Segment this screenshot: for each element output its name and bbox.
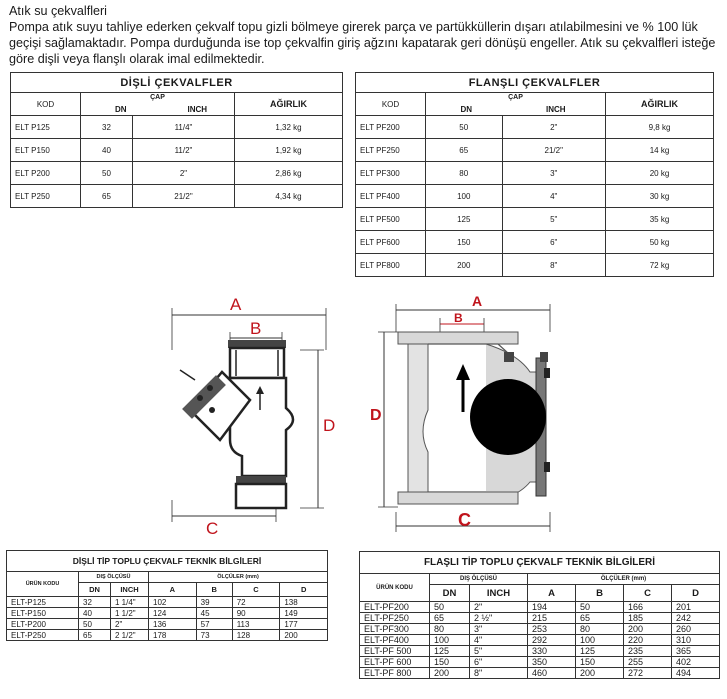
table-cell: ELT-PF 500 — [360, 646, 430, 657]
table-row — [360, 613, 720, 624]
table-cell: 80 — [430, 624, 470, 635]
table-cell: 14 kg — [606, 139, 714, 162]
table-row — [360, 602, 720, 613]
table-cell: 125 — [426, 208, 503, 231]
table-cell: 2" — [132, 162, 234, 185]
flansli-valve-drawing — [368, 292, 568, 542]
table-cell: 100 — [576, 635, 624, 646]
col-d: D — [672, 585, 720, 602]
table-cell: 102 — [149, 597, 197, 608]
table-title: DİŞLİ ÇEKVALFLER — [11, 73, 343, 93]
table-cell: ELT P125 — [11, 116, 81, 139]
col-agirlik: AĞIRLIK — [235, 93, 343, 116]
table-cell: ELT-PF 600 — [360, 657, 430, 668]
table-cell: ELT PF500 — [356, 208, 426, 231]
table-cell: 57 — [196, 619, 232, 630]
table-cell: 32 — [79, 597, 111, 608]
table-cell: 45 — [196, 608, 232, 619]
table-cell: ELT PF250 — [356, 139, 426, 162]
table-cell: 136 — [149, 619, 197, 630]
table-cell: 177 — [280, 619, 328, 630]
label-a: A — [472, 293, 483, 309]
table-cell: 4" — [470, 635, 528, 646]
col-urun: ÜRÜN KODU — [7, 572, 79, 597]
table-cell: 365 — [672, 646, 720, 657]
table-cell: 200 — [426, 254, 503, 277]
table-cell: 50 — [79, 619, 111, 630]
intro-title: Atık su çekvalfleri — [9, 4, 107, 18]
table-cell: 21/2" — [502, 139, 606, 162]
table-cell: 200 — [576, 668, 624, 679]
table-cell: 350 — [528, 657, 576, 668]
table-cell: 65 — [81, 185, 133, 208]
col-urun: ÜRÜN KODU — [360, 574, 430, 602]
col-b: B — [196, 583, 232, 597]
table-title: FLANŞLI ÇEKVALFLER — [356, 73, 714, 93]
table-row — [356, 231, 714, 254]
col-dis: DIŞ ÖLÇÜSÜ — [79, 572, 149, 583]
table-cell: 65 — [576, 613, 624, 624]
table-cell: 40 — [81, 139, 133, 162]
table-cell: 8" — [470, 668, 528, 679]
table-row — [356, 208, 714, 231]
label-c: C — [458, 510, 471, 530]
table-row — [11, 116, 343, 139]
table-cell: 138 — [280, 597, 328, 608]
col-dn: DN — [114, 104, 127, 114]
table-cell: ELT PF300 — [356, 162, 426, 185]
table-cell: 50 — [576, 602, 624, 613]
table-row — [7, 608, 328, 619]
table-cell: ELT-P250 — [7, 630, 79, 641]
table-row — [356, 116, 714, 139]
col-olculer: ÖLÇÜLER (mm) — [149, 572, 328, 583]
table-cell: 166 — [624, 602, 672, 613]
table-cell: 2 ½" — [470, 613, 528, 624]
table-cell: 292 — [528, 635, 576, 646]
table-cell: ELT-P125 — [7, 597, 79, 608]
table-cell: 5" — [470, 646, 528, 657]
table-cell: 65 — [430, 613, 470, 624]
table-row — [360, 668, 720, 679]
table-cell: 1,32 kg — [235, 116, 343, 139]
table-cell: ELT P150 — [11, 139, 81, 162]
table-cell: 200 — [624, 624, 672, 635]
table-cell: ELT-PF400 — [360, 635, 430, 646]
col-inch: INCH — [111, 583, 149, 597]
col-dn: DN — [460, 104, 473, 114]
table-row — [11, 162, 343, 185]
disli-cekvalf-table — [10, 72, 343, 208]
table-cell: ELT-P200 — [7, 619, 79, 630]
table-cell: ELT PF600 — [356, 231, 426, 254]
table-cell: ELT P250 — [11, 185, 81, 208]
table-cell: 3" — [470, 624, 528, 635]
table-cell: 330 — [528, 646, 576, 657]
col-cap-group — [81, 93, 235, 116]
label-d: D — [370, 407, 382, 424]
table-cell: 260 — [672, 624, 720, 635]
col-c: C — [232, 583, 280, 597]
col-dis: DIŞ ÖLÇÜSÜ — [430, 574, 528, 585]
flansli-tech-table — [359, 551, 720, 679]
table-cell: 40 — [79, 608, 111, 619]
table-cell: 1 1/4" — [111, 597, 149, 608]
table-cell: 50 — [426, 116, 503, 139]
table-row — [11, 185, 343, 208]
label-d: D — [323, 416, 336, 435]
table-cell: 220 — [624, 635, 672, 646]
table-cell: 185 — [624, 613, 672, 624]
table-cell: 2" — [470, 602, 528, 613]
table-cell: ELT PF200 — [356, 116, 426, 139]
table-cell: 255 — [624, 657, 672, 668]
col-inch: INCH — [187, 104, 208, 114]
table-cell: 150 — [426, 231, 503, 254]
table-cell: 242 — [672, 613, 720, 624]
intro-body: Pompa atık suyu tahliye ederken çekvalf topu gizli bölmeye girerek parça ve partükküllerin dışarı atılabilmesini ve % 100 lük geçişi sağlamaktadır. Pompa durduğunda ise top çekvalfin giriş ağzını kapatarak geri dönüşü engeller. Atık su çekvalfleri isteğe göre dişli veya flanşlı olarak imal edilmektedir. — [9, 20, 716, 66]
col-inch: INCH — [545, 104, 566, 114]
table-cell: 35 kg — [606, 208, 714, 231]
table-cell: 100 — [426, 185, 503, 208]
table-cell: 72 — [232, 597, 280, 608]
table-cell: 72 kg — [606, 254, 714, 277]
table-cell: 460 — [528, 668, 576, 679]
table-cell: ELT-PF250 — [360, 613, 430, 624]
table-row — [360, 646, 720, 657]
table-cell: 80 — [576, 624, 624, 635]
label-a: A — [230, 295, 242, 314]
label-b: B — [250, 319, 262, 338]
table-cell: 1 1/2" — [111, 608, 149, 619]
table-cell: 253 — [528, 624, 576, 635]
table-cell: 1,92 kg — [235, 139, 343, 162]
table-cell: ELT-PF 800 — [360, 668, 430, 679]
table-cell: 11/4" — [132, 116, 234, 139]
col-inch: INCH — [470, 585, 528, 602]
table-cell: 32 — [81, 116, 133, 139]
table-cell: 125 — [430, 646, 470, 657]
col-a: A — [149, 583, 197, 597]
table-cell: 200 — [430, 668, 470, 679]
table-row — [356, 162, 714, 185]
disli-tech-table — [6, 550, 328, 641]
table-cell: 39 — [196, 597, 232, 608]
table-row — [356, 139, 714, 162]
col-b: B — [576, 585, 624, 602]
table-cell: 3" — [502, 162, 606, 185]
col-cap-group — [426, 93, 606, 116]
col-dn: DN — [430, 585, 470, 602]
table-cell: 50 kg — [606, 231, 714, 254]
label-c: C — [206, 519, 219, 538]
table-cell: 310 — [672, 635, 720, 646]
table-cell: ELT P200 — [11, 162, 81, 185]
table-cell: 128 — [232, 630, 280, 641]
table-cell: 90 — [232, 608, 280, 619]
table-cell: 100 — [430, 635, 470, 646]
table-title: DİŞLİ TİP TOPLU ÇEKVALF TEKNİK BİLGİLERİ — [7, 551, 328, 572]
table-cell: 125 — [576, 646, 624, 657]
table-cell: 150 — [430, 657, 470, 668]
table-cell: 65 — [79, 630, 111, 641]
label-b: B — [454, 311, 463, 325]
flansli-cekvalf-table — [355, 72, 714, 277]
col-d: D — [280, 583, 328, 597]
table-row — [360, 624, 720, 635]
table-cell: 149 — [280, 608, 328, 619]
table-cell: 5" — [502, 208, 606, 231]
col-cap: ÇAP — [150, 94, 165, 101]
table-cell: 6" — [470, 657, 528, 668]
table-row — [7, 619, 328, 630]
table-row — [11, 139, 343, 162]
table-cell: 4" — [502, 185, 606, 208]
table-cell: 272 — [624, 668, 672, 679]
col-olculer: ÖLÇÜLER (mm) — [528, 574, 720, 585]
table-row — [356, 185, 714, 208]
col-kod: KOD — [356, 93, 426, 116]
table-cell: 215 — [528, 613, 576, 624]
col-agirlik: AĞIRLIK — [606, 93, 714, 116]
table-cell: 8" — [502, 254, 606, 277]
col-dn: DN — [79, 583, 111, 597]
table-cell: 2,86 kg — [235, 162, 343, 185]
table-row — [356, 254, 714, 277]
table-cell: 2" — [502, 116, 606, 139]
table-cell: 20 kg — [606, 162, 714, 185]
table-cell: 50 — [81, 162, 133, 185]
table-cell: 6" — [502, 231, 606, 254]
table-cell: 494 — [672, 668, 720, 679]
table-cell: 73 — [196, 630, 232, 641]
table-cell: 9,8 kg — [606, 116, 714, 139]
table-cell: 65 — [426, 139, 503, 162]
table-cell: ELT-PF200 — [360, 602, 430, 613]
col-c: C — [624, 585, 672, 602]
table-cell: 113 — [232, 619, 280, 630]
table-cell: ELT PF400 — [356, 185, 426, 208]
col-a: A — [528, 585, 576, 602]
table-cell: 194 — [528, 602, 576, 613]
table-cell: 2" — [111, 619, 149, 630]
table-row — [7, 597, 328, 608]
table-cell: ELT-P150 — [7, 608, 79, 619]
disli-valve-drawing — [150, 290, 350, 540]
table-cell: 178 — [149, 630, 197, 641]
table-cell: 50 — [430, 602, 470, 613]
table-cell: 201 — [672, 602, 720, 613]
table-cell: 4,34 kg — [235, 185, 343, 208]
table-cell: 80 — [426, 162, 503, 185]
table-row — [360, 657, 720, 668]
intro-section — [9, 3, 724, 67]
table-title: FLAŞLI TİP TOPLU ÇEKVALF TEKNİK BİLGİLERİ — [360, 552, 720, 574]
col-kod: KOD — [11, 93, 81, 116]
table-cell: 150 — [576, 657, 624, 668]
table-cell: 124 — [149, 608, 197, 619]
table-row — [7, 630, 328, 641]
col-cap: ÇAP — [508, 94, 523, 101]
table-cell: 21/2" — [132, 185, 234, 208]
table-cell: 402 — [672, 657, 720, 668]
table-cell: 200 — [280, 630, 328, 641]
table-cell: 11/2" — [132, 139, 234, 162]
table-cell: 2 1/2" — [111, 630, 149, 641]
table-cell: 30 kg — [606, 185, 714, 208]
table-cell: ELT PF800 — [356, 254, 426, 277]
table-row — [360, 635, 720, 646]
table-cell: 235 — [624, 646, 672, 657]
table-cell: ELT-PF300 — [360, 624, 430, 635]
